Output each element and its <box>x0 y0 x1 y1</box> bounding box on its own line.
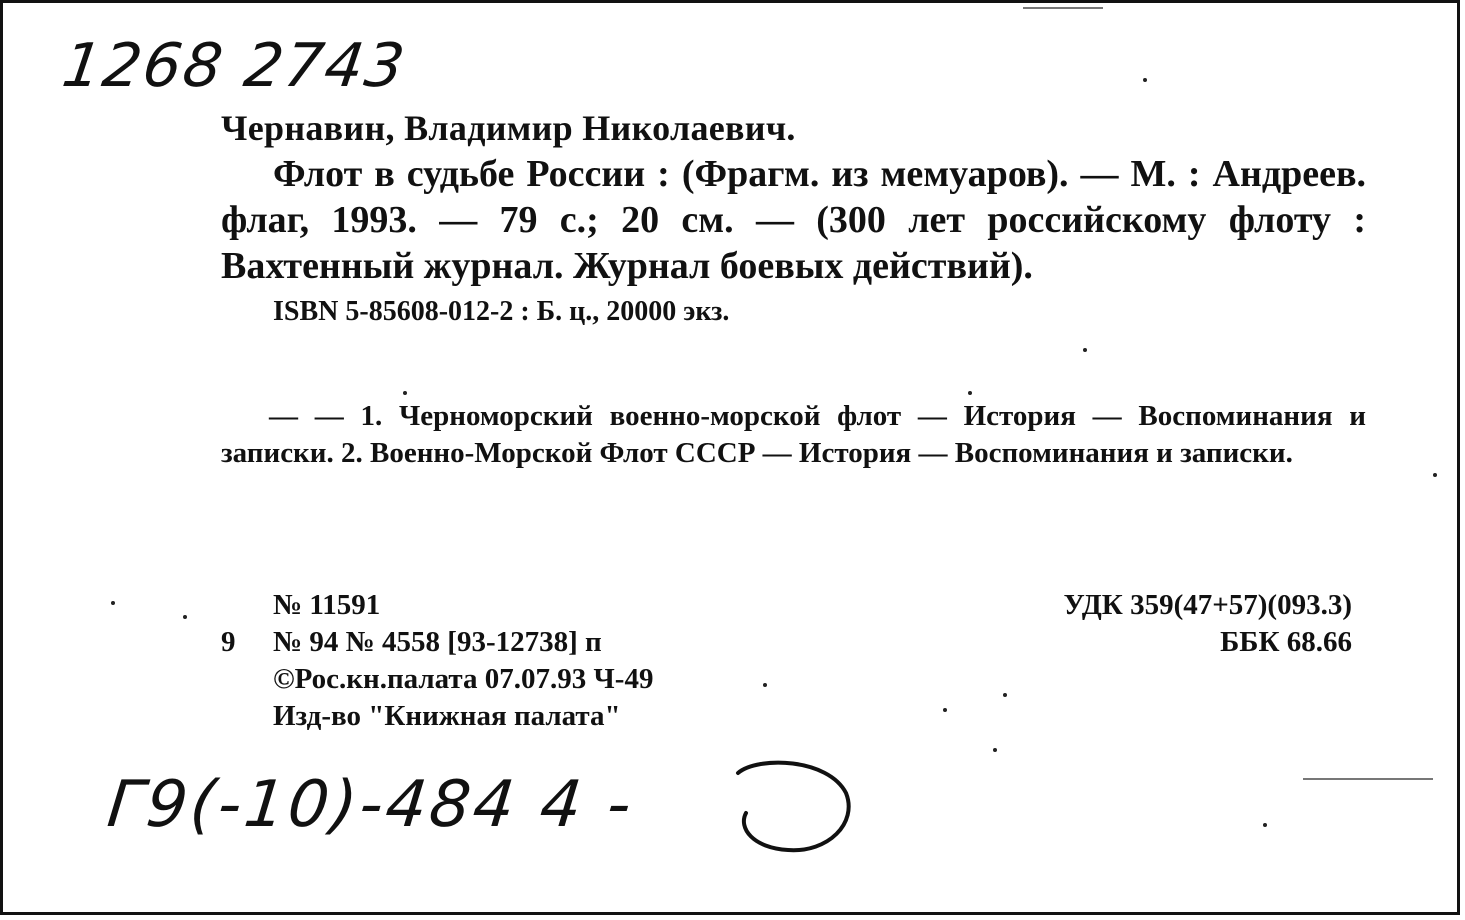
handwritten-card-number: 1268 2743 <box>58 31 411 101</box>
publisher-line: Изд-во "Книжная палата" <box>273 700 621 732</box>
card-count: 9 <box>221 626 236 658</box>
handwritten-shelf-code: Г9(-10)-484 4 - <box>104 768 638 842</box>
bibliographic-entry <box>221 105 1366 329</box>
udk-code: УДК 359(47+57)(093.3) <box>1063 589 1352 621</box>
registration-number: № 11591 <box>273 589 381 621</box>
subject-headings: — — 1. Черноморский военно-морской флот — История — Воспоминания и записки. 2. Военно-Морской Флот СССР — История — Воспоминания и записки. <box>221 400 1366 469</box>
author-heading: Чернавин, Владимир Николаевич. <box>221 108 796 148</box>
copyright-line: ©Рос.кн.палата 07.07.93 Ч-49 <box>273 663 654 695</box>
record-numbers: № 94 № 4558 [93-12738] п <box>273 626 602 658</box>
footer-registration <box>221 587 653 735</box>
footer-classification <box>1064 587 1353 661</box>
handwritten-circle-mark <box>718 758 858 858</box>
scan-artifact-line <box>1303 778 1433 780</box>
scan-artifact-line <box>1023 7 1103 9</box>
title-description: Флот в судьбе России : (Фрагм. из мемуаров). — М. : Андреев. флаг, 1993. — 79 с.; 20 см. — (300 лет российскому флоту : Вахтенный журнал. Журнал боевых действий). <box>221 153 1366 287</box>
isbn-line: ISBN 5-85608-012-2 : Б. ц., 20000 экз. <box>273 296 730 327</box>
bbk-code: ББК 68.66 <box>1220 626 1352 658</box>
